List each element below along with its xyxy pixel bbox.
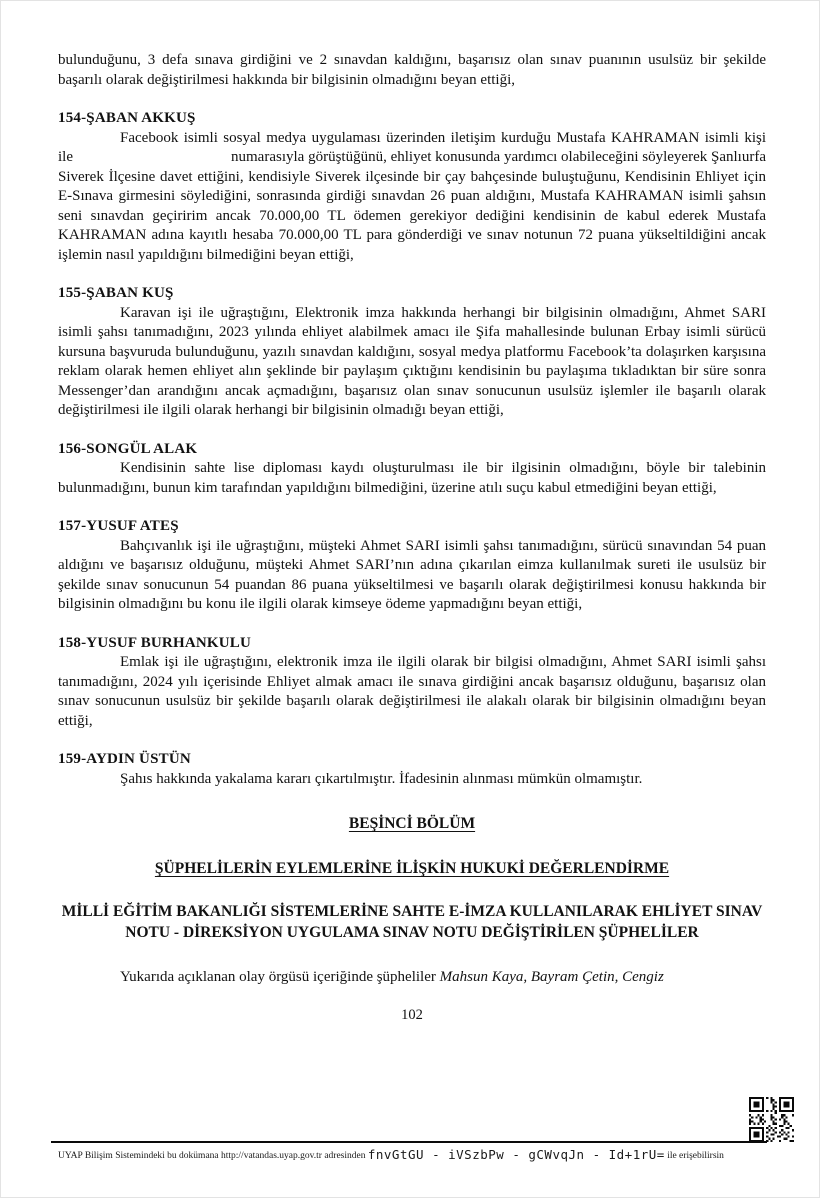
chapter-heading-text: BEŞİNCİ BÖLÜM bbox=[348, 815, 476, 832]
section-158 bbox=[58, 634, 766, 732]
footer-prefix: UYAP Bilişim Sistemindeki bu dokümana http://vatandas.uyap.gov.tr adresinden bbox=[58, 1151, 366, 1161]
continuation-paragraph: bulunduğunu, 3 defa sınava girdiğini ve 2 sınavdan kaldığını, başarısız olan sınav puanının usulsüz bir şekilde başarılı olarak değiştirilmesi hakkında bir bilgisinin olmadığını beyan ettiği, bbox=[58, 52, 766, 88]
footer-verification-code: fnvGtGU - iVSzbPw - gCWvqJn - Id+1rU= bbox=[367, 1147, 665, 1162]
chapter-heading bbox=[58, 814, 766, 834]
section-heading: 157-YUSUF ATEŞ bbox=[58, 518, 179, 534]
section-paragraph: Bahçıvanlık işi ile uğraştığını, müşteki Ahmet SARI isimli şahsı tanımadığını, sürücü sınavından 54 puan aldığını ve başarısız olduğunu, müşteki Ahmet SARI’nın adına çıkarılan eimza kullanılmak sureti ile usulsüz bir şekilde sınav sonucunun 54 puandan 86 puana yükseltilmesi ve başarılı olarak değiştirilmesi konusu hakkında bir bilgisinin olmadığını bu konu ile ilgili olarak kimseye ödeme yapmadığını beyan ettiği, bbox=[58, 537, 766, 612]
section-159 bbox=[58, 750, 766, 789]
section-157 bbox=[58, 517, 766, 615]
section-heading: 155-ŞABAN KUŞ bbox=[58, 285, 174, 301]
footer-verification-line bbox=[58, 1147, 798, 1162]
document-content bbox=[58, 51, 766, 1024]
section-156 bbox=[58, 440, 766, 499]
redacted-phone-gap bbox=[73, 160, 231, 161]
section-text-before-gap: Facebook isimli sosyal medya uygulaması üzerinden iletişim kurduğu Mustafa KAHRAMAN isimli kişi ile bbox=[58, 129, 766, 165]
section-155 bbox=[58, 284, 766, 421]
section-154 bbox=[58, 109, 766, 265]
closing-paragraph bbox=[58, 968, 766, 988]
section-text-after-gap: numarasıyla görüştüğünü, ehliyet konusunda yardımcı olabileceğini söyleyerek Şanlıurfa Siverek İlçesine davet ettiğini, kendisiyle Siverek ilçesinde bir çay bahçesinde buluştuğunu, Kendisinin Ehliyet için E-Sınava girmesini söylediğini, sonrasında girdiği sınavdan 26 puan aldığını, Mustafa KAHRAMAN isimli şahsın seni sınavdan geçiririm ancak 70.000,00 TL ödemen gerekiyor dediğini kendisinin de kabul ederek Mustafa KAHRAMAN adına kayıtlı hesaba 70.000,00 TL para gönderdiği ve sınav notunun 72 puana yükseltildiğini ancak işlemin nasıl yapıldığını bilmediğini beyan ettiği, bbox=[58, 149, 766, 263]
section-paragraph: Kendisinin sahte lise diploması kaydı oluşturulması ile bir ilgisinin olmadığını, böyle bir talebinin bulunmadığını, bunun kim tarafından yapıldığını bilmediğini, üzerine atılı suçu kabul etmediğini beyan ettiği, bbox=[58, 460, 766, 496]
section-paragraph: Karavan işi ile uğraştığını, Elektronik imza hakkında herhangi bir bilgisinin olmadığını, Ahmet SARI isimli şahsı tanımadığını, 2023 yılında ehliyet alabilmek amacı ile Şifa mahallesinde bulunan Erbay isimli sürücü kursuna başvuruda bulunduğunu, yazılı sınavdan kaldığını, sosyal medya platformu Facebook’ta dolaşırken karşısına reklam olarak hemen ehliyet alın şeklinde bir paylaşım çıktığını kendisinin bu paylaşıma tıkladıktan bir süre sonra Messenger’dan arandığını ancak açmadığını, başarısız olan sınav sonucunun usulsüz işlemler ile başarılı olarak değiştirilmesi ile ilgili olarak herhangi bir bilgisinin olmadığı beyan ettiği, bbox=[58, 304, 766, 418]
legal-evaluation-heading-text: ŞÜPHELİLERİN EYLEMLERİNE İLİŞKİN HUKUKİ DEĞERLENDİRME bbox=[154, 860, 670, 877]
section-heading: 156-SONGÜL ALAK bbox=[58, 440, 198, 457]
closing-text-normal: Yukarıda açıklanan olay örgüsü içeriğinde şüpheliler bbox=[120, 969, 436, 985]
qr-code-icon bbox=[749, 1097, 794, 1142]
section-heading: 158-YUSUF BURHANKULU bbox=[58, 634, 252, 651]
section-paragraph bbox=[58, 129, 766, 266]
section-paragraph: Şahıs hakkında yakalama kararı çıkartılmıştır. İfadesinin alınması mümkün olmamıştır. bbox=[120, 770, 643, 787]
page-number: 102 bbox=[401, 1006, 423, 1023]
section-paragraph: Emlak işi ile uğraştığını, elektronik imza ile ilgili olarak bir bilgisi olmadığını, Ahmet SARI isimli şahsı tanımadığını, 2024 yılı içerisinde Ehliyet almak amacı ile sınava girdiğini ancak başarısız olduğunu, başarısız olan sınav sonucunun usulsüz bir şekilde başarılı olarak değiştirilmesi ile alakalı olarak bir bilgisinin olmadığını beyan ettiği, bbox=[58, 654, 766, 729]
section-heading: 154-ŞABAN AKKUŞ bbox=[58, 110, 196, 126]
section-heading: 159-AYDIN ÜSTÜN bbox=[58, 751, 191, 767]
legal-evaluation-heading bbox=[58, 859, 766, 879]
footer-suffix: ile erişebilirsin bbox=[667, 1151, 724, 1161]
footer-divider bbox=[51, 1141, 767, 1143]
case-title: MİLLİ EĞİTİM BAKANLIĞI SİSTEMLERİNE SAHTE E-İMZA KULLANILARAK EHLİYET SINAV NOTU - DİREKSİYON UYGULAMA SINAV NOTU DEĞİŞTİRİLEN ŞÜPHELİLER bbox=[61, 903, 763, 941]
closing-suspect-names: Mahsun Kaya, Bayram Çetin, Cengiz bbox=[439, 969, 664, 985]
